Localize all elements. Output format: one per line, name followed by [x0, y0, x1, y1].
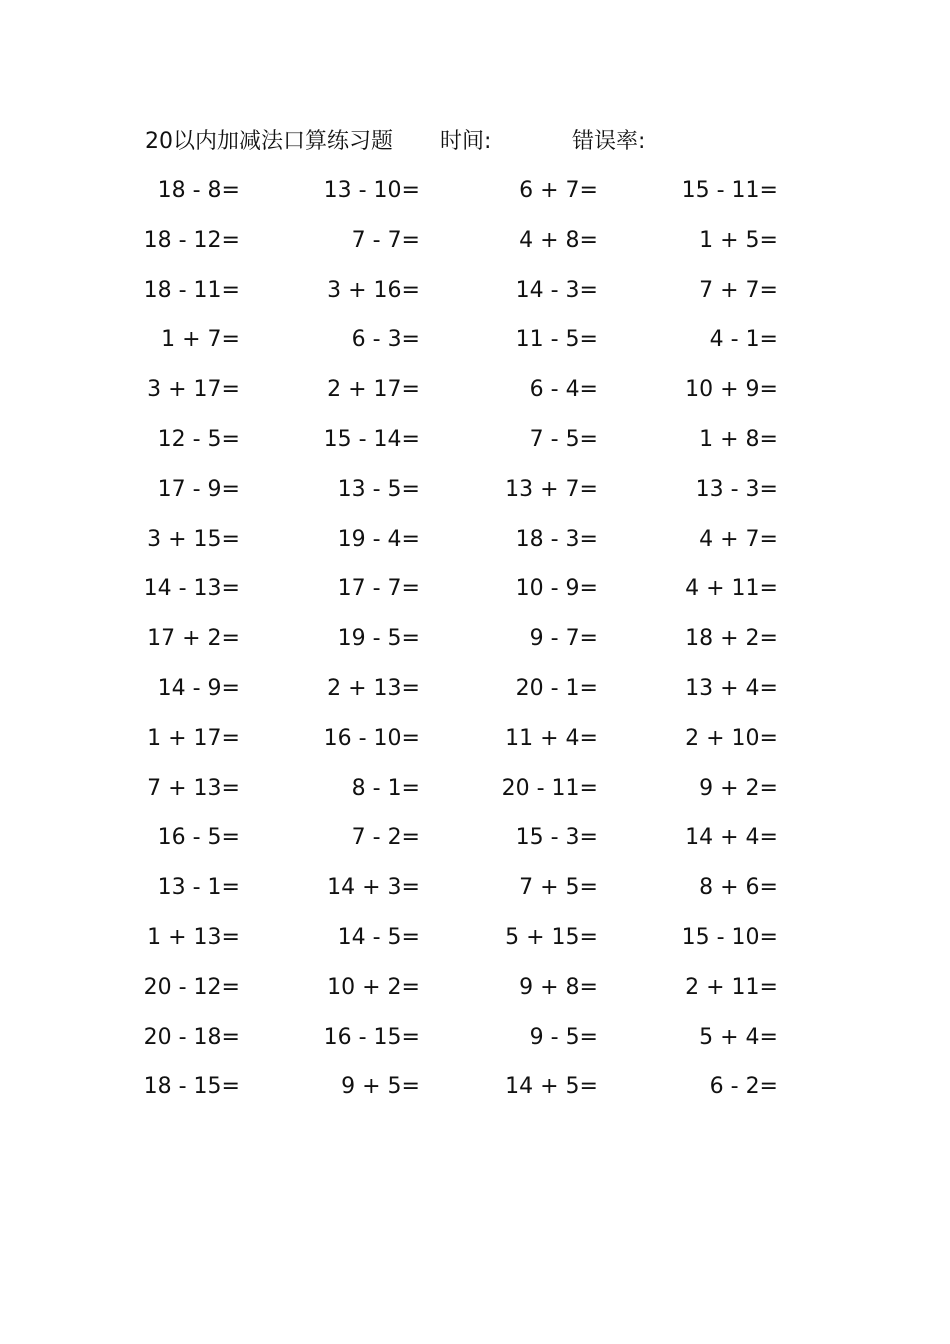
problem-item: 9 + 5=	[341, 1074, 420, 1100]
problem-item: 20 - 12=	[143, 974, 240, 1000]
problem-item: 15 - 3=	[515, 825, 598, 851]
problem-item: 6 - 2=	[709, 1074, 778, 1100]
worksheet-title: 20以内加减法口算练习题	[145, 129, 393, 154]
problem-item: 17 - 9=	[157, 476, 240, 502]
problem-item: 6 + 7=	[519, 178, 598, 203]
problem-item: 7 - 2=	[351, 825, 420, 851]
problem-grid	[140, 173, 800, 1119]
problem-item: 13 - 10=	[323, 178, 420, 203]
problem-row	[140, 671, 800, 721]
problem-item: 9 - 5=	[529, 1024, 598, 1050]
problem-item: 10 + 2=	[327, 974, 420, 1000]
problem-item: 7 + 5=	[519, 875, 598, 901]
problem-item: 4 + 7=	[699, 526, 778, 552]
problem-item: 4 + 11=	[685, 576, 778, 602]
problem-item: 8 + 6=	[699, 875, 778, 901]
problem-item: 19 - 4=	[337, 526, 420, 552]
problem-item: 1 + 7=	[161, 327, 240, 353]
problem-item: 4 + 8=	[519, 227, 598, 253]
problem-item: 2 + 17=	[327, 377, 420, 403]
problem-item: 20 - 18=	[143, 1024, 240, 1050]
problem-item: 5 + 4=	[699, 1024, 778, 1050]
problem-item: 14 - 13=	[143, 576, 240, 602]
problem-row	[140, 173, 800, 223]
problem-item: 18 - 15=	[143, 1074, 240, 1100]
problem-row	[140, 820, 800, 870]
problem-item: 9 + 2=	[699, 775, 778, 801]
problem-row	[140, 372, 800, 422]
problem-item: 13 + 4=	[685, 675, 778, 701]
problem-item: 11 - 5=	[515, 327, 598, 353]
problem-row	[140, 522, 800, 572]
problem-item: 7 - 7=	[351, 227, 420, 253]
problem-item: 19 - 5=	[337, 626, 420, 652]
time-label: 时间:	[440, 129, 492, 154]
problem-row	[140, 920, 800, 970]
problem-item: 1 + 17=	[147, 725, 240, 751]
problem-row	[140, 771, 800, 821]
problem-item: 9 + 8=	[519, 974, 598, 1000]
problem-row	[140, 322, 800, 372]
problem-row	[140, 870, 800, 920]
problem-item: 2 + 13=	[327, 675, 420, 701]
problem-item: 2 + 11=	[685, 974, 778, 1000]
problem-item: 6 - 4=	[529, 377, 598, 403]
problem-item: 14 + 3=	[327, 875, 420, 901]
problem-item: 18 - 11=	[143, 277, 240, 303]
problem-item: 15 - 10=	[681, 924, 778, 950]
problem-row	[140, 223, 800, 273]
problem-item: 18 - 8=	[157, 178, 240, 203]
problem-row	[140, 472, 800, 522]
problem-item: 13 + 7=	[505, 476, 598, 502]
problem-item: 14 - 5=	[337, 924, 420, 950]
problem-item: 18 + 2=	[685, 626, 778, 652]
problem-item: 7 + 13=	[147, 775, 240, 801]
problem-item: 17 - 7=	[337, 576, 420, 602]
problem-item: 10 - 9=	[515, 576, 598, 602]
problem-item: 16 - 5=	[157, 825, 240, 851]
problem-item: 12 - 5=	[157, 426, 240, 452]
problem-item: 14 - 9=	[157, 675, 240, 701]
problem-row	[140, 621, 800, 671]
problem-item: 20 - 11=	[501, 775, 598, 801]
problem-row	[140, 422, 800, 472]
problem-item: 18 - 3=	[515, 526, 598, 552]
problem-row	[140, 721, 800, 771]
problem-row	[140, 273, 800, 323]
problem-item: 8 - 1=	[351, 775, 420, 801]
problem-item: 14 + 5=	[505, 1074, 598, 1100]
worksheet-header	[0, 124, 950, 160]
problem-item: 14 + 4=	[685, 825, 778, 851]
problem-item: 16 - 15=	[323, 1024, 420, 1050]
problem-item: 2 + 10=	[685, 725, 778, 751]
problem-item: 1 + 13=	[147, 924, 240, 950]
problem-item: 14 - 3=	[515, 277, 598, 303]
problem-item: 1 + 8=	[699, 426, 778, 452]
problem-item: 15 - 14=	[323, 426, 420, 452]
problem-item: 20 - 1=	[515, 675, 598, 701]
problem-item: 10 + 9=	[685, 377, 778, 403]
problem-row	[140, 970, 800, 1020]
problem-row	[140, 571, 800, 621]
problem-item: 13 - 5=	[337, 476, 420, 502]
problem-item: 13 - 1=	[157, 875, 240, 901]
problem-item: 16 - 10=	[323, 725, 420, 751]
problem-item: 15 - 11=	[681, 178, 778, 203]
problem-row	[140, 1069, 800, 1119]
problem-item: 11 + 4=	[505, 725, 598, 751]
error-rate-label: 错误率:	[572, 129, 646, 154]
problem-item: 9 - 7=	[529, 626, 598, 652]
problem-item: 3 + 17=	[147, 377, 240, 403]
problem-item: 1 + 5=	[699, 227, 778, 253]
problem-item: 17 + 2=	[147, 626, 240, 652]
problem-item: 18 - 12=	[143, 227, 240, 253]
problem-item: 4 - 1=	[709, 327, 778, 353]
problem-item: 13 - 3=	[695, 476, 778, 502]
problem-item: 6 - 3=	[351, 327, 420, 353]
problem-item: 3 + 16=	[327, 277, 420, 303]
problem-item: 5 + 15=	[505, 924, 598, 950]
problem-item: 3 + 15=	[147, 526, 240, 552]
problem-item: 7 - 5=	[529, 426, 598, 452]
problem-row	[140, 1020, 800, 1070]
problem-item: 7 + 7=	[699, 277, 778, 303]
